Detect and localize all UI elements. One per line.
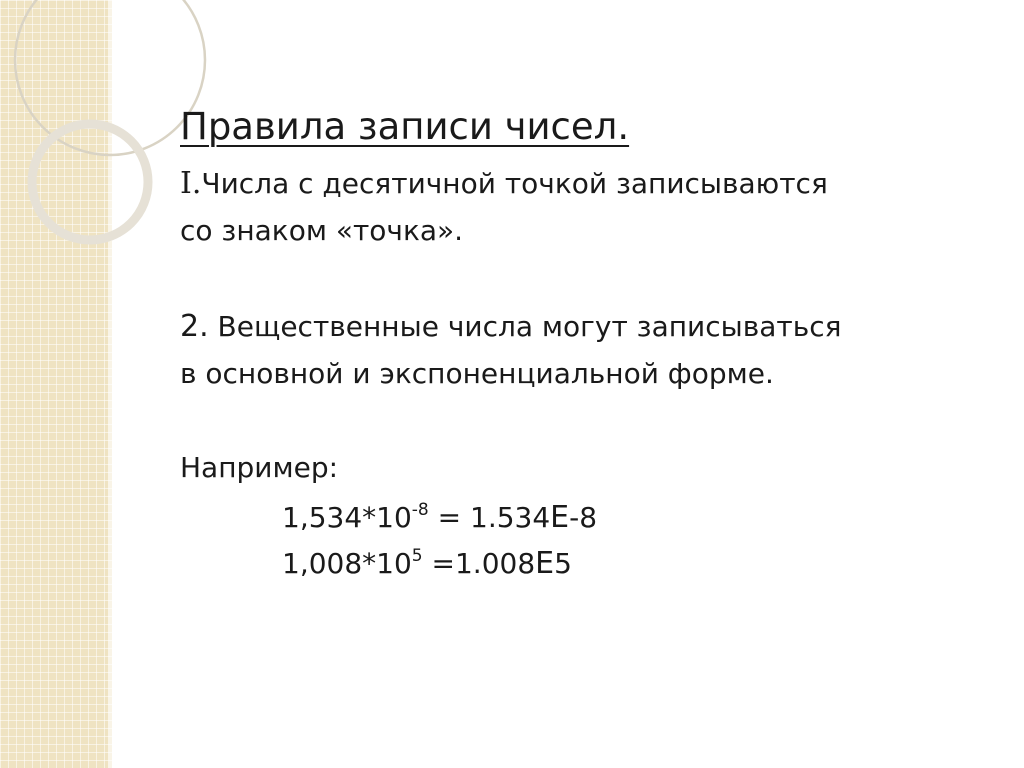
decorative-circle-ring [32, 124, 148, 240]
example-formula-2 [282, 542, 572, 590]
formula-1-equals: = 1.534 [428, 501, 551, 534]
formula-1-base: 1,534*10 [282, 501, 412, 534]
formula-2-exponent: 5 [411, 546, 423, 566]
example-formula-1 [282, 496, 597, 544]
formula-2-equals: =1.008 [422, 547, 536, 580]
rule-1-line-2: со знаком «точка». [180, 214, 464, 247]
formula-2-tail: 5 [554, 547, 572, 580]
rule-1-number: I. [180, 166, 202, 201]
formula-2-base: 1,008*10 [282, 547, 412, 580]
formula-1-tail: -8 [569, 501, 598, 534]
rule-2-line-2: в основной и экспоненциальной форме. [180, 357, 774, 390]
formula-1-exponent: -8 [411, 500, 429, 520]
decorative-circles [0, 0, 200, 260]
rule-1-line-1: Числа с десятичной точкой записываются [201, 167, 828, 200]
rule-2-line-1: Вещественные числа могут записываться [208, 310, 842, 343]
rule-2 [180, 303, 960, 397]
example-label: Например: [180, 451, 339, 484]
formula-2-e: E [535, 546, 555, 581]
rule-2-number: 2. [180, 309, 209, 344]
rule-1 [180, 160, 960, 254]
formula-1-e: E [550, 500, 570, 535]
slide-title: Правила записи чисел. [180, 105, 630, 148]
